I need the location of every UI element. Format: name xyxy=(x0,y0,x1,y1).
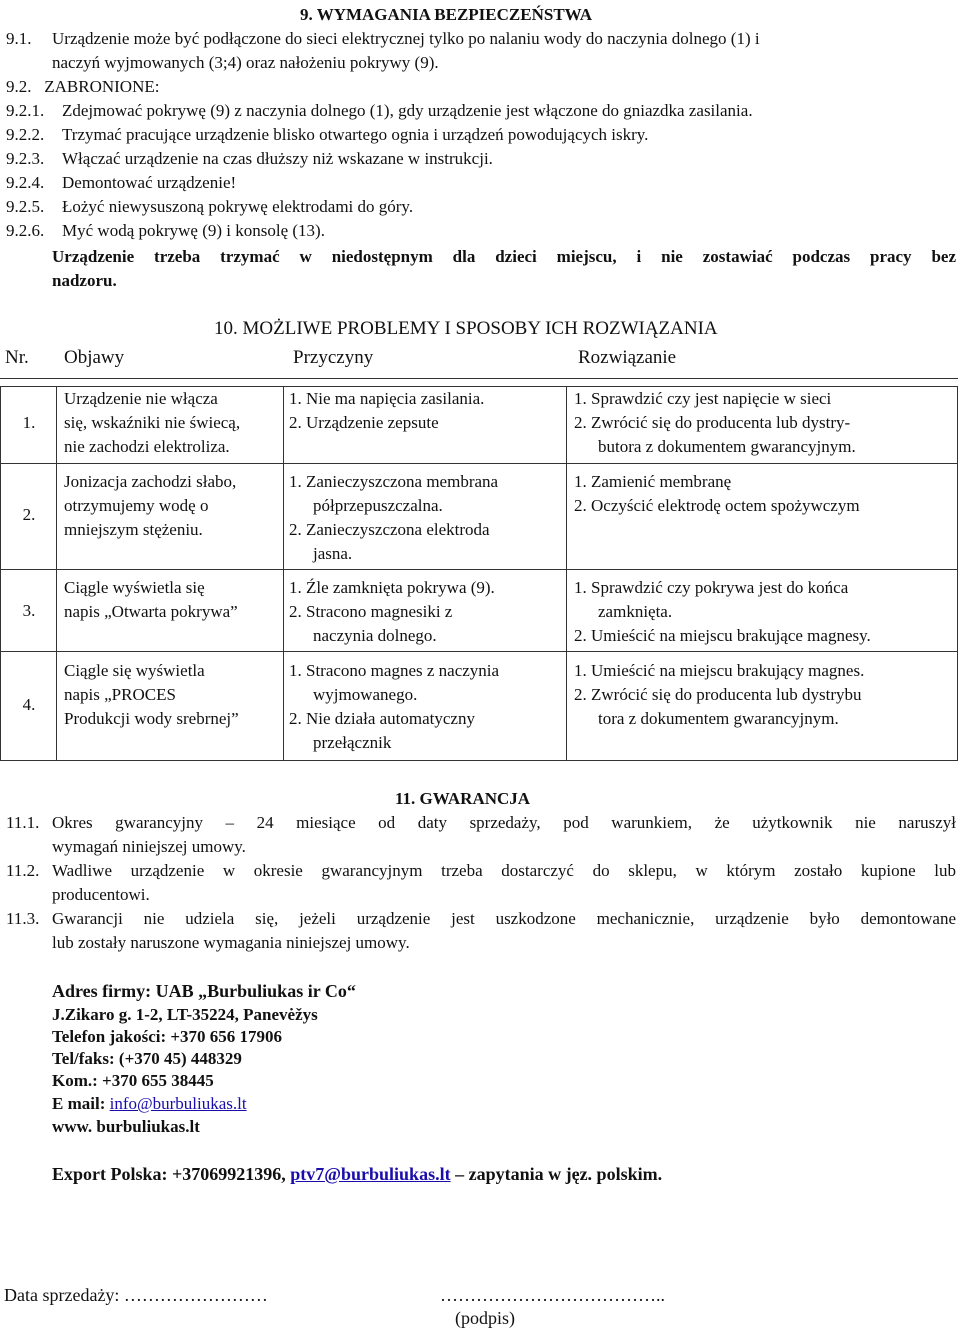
table-line xyxy=(566,386,567,760)
item-number: 9.1. xyxy=(6,29,32,48)
solution-line: tora z dokumentem gwarancyjnym. xyxy=(598,709,839,728)
section-10-title: 10. MOŻLIWE PROBLEMY I SPOSOBY ICH ROZWIĄZANIA xyxy=(214,318,718,339)
email-label: E mail: xyxy=(52,1094,110,1113)
item-9-1-cont: naczyń wyjmowanych (3;4) oraz nałożeniu pokrywy (9). xyxy=(52,53,439,72)
item-11-1 xyxy=(6,811,956,835)
item-number: 9.2.2. xyxy=(6,125,45,144)
item-text: Włączać urządzenie na czas dłuższy niż wskazane w instrukcji. xyxy=(62,149,493,168)
header-causes: Przyczyny xyxy=(293,347,374,368)
item-number: 9.2.6. xyxy=(6,221,45,240)
item-number: 11.1. xyxy=(6,813,40,832)
item-11-3-cont: lub zostały naruszone wymagania niniejszej umowy. xyxy=(52,933,410,952)
symptom-line: Urządzenie nie włącza xyxy=(64,389,218,408)
item-number: 9.2.5. xyxy=(6,197,45,216)
export-email-link[interactable]: ptv7@burbuliukas.lt xyxy=(290,1164,451,1184)
symptom-line: otrzymujemy wodę o xyxy=(64,496,209,515)
company-street: J.Zikaro g. 1-2, LT-35224, Panevėžys xyxy=(52,1005,318,1024)
warning-text: Urządzenie trzeba trzymać w niedostępnym dla dzieci miejscu, i nie zostawiać podczas pracy bez xyxy=(52,247,956,266)
cause-line: 2. Stracono magnesiki z xyxy=(289,602,453,621)
cause-line: przełącznik xyxy=(313,733,392,752)
symptom-line: się, wskaźniki nie świecą, xyxy=(64,413,241,432)
item-9-2-5 xyxy=(6,195,413,219)
signature-label: (podpis) xyxy=(455,1308,515,1328)
table-line xyxy=(957,386,958,760)
symptom-line: napis „Otwarta pokrywa” xyxy=(64,602,238,621)
cause-line: 2. Urządzenie zepsute xyxy=(289,413,439,432)
table-line xyxy=(56,386,57,760)
item-11-2 xyxy=(6,859,956,883)
cause-line: 1. Stracono magnes z naczynia xyxy=(289,661,500,680)
solution-line: 1. Sprawdzić czy jest napięcie w sieci xyxy=(574,389,832,408)
item-9-2-6 xyxy=(6,219,325,243)
item-text: Gwarancji nie udziela się, jeżeli urządzenie jest uszkodzone mechanicznie, urządzenie było demontowane xyxy=(52,909,956,928)
table-line xyxy=(283,386,284,760)
solution-line: 2. Zwrócić się do producenta lub dystry- xyxy=(574,413,851,432)
item-9-2-1 xyxy=(6,99,753,123)
table-line xyxy=(0,378,958,379)
row-number: 3. xyxy=(22,601,36,620)
warning-text-cont: nadzoru. xyxy=(52,271,117,290)
solution-line: 1. Zamienić membranę xyxy=(574,472,732,491)
symptom-line: Ciągle wyświetla się xyxy=(64,578,205,597)
symptom-line: Ciągle się wyświetla xyxy=(64,661,205,680)
section-11-title: 11. GWARANCJA xyxy=(395,789,531,808)
email-link[interactable]: info@burbuliukas.lt xyxy=(109,1094,247,1113)
company-www: www. burbuliukas.lt xyxy=(52,1117,200,1136)
table-line xyxy=(0,463,958,464)
solution-line: 2. Zwrócić się do producenta lub dystrybu xyxy=(574,685,862,704)
item-9-2-3 xyxy=(6,147,493,171)
item-text: Demontować urządzenie! xyxy=(62,173,237,192)
header-symptoms: Objawy xyxy=(64,347,125,368)
symptom-line: nie zachodzi elektroliza. xyxy=(64,437,230,456)
company-fax: Tel/faks: (+370 45) 448329 xyxy=(52,1049,242,1068)
solution-line: zamknięta. xyxy=(598,602,673,621)
item-9-1 xyxy=(6,27,956,51)
symptom-line: Jonizacja zachodzi słabo, xyxy=(64,472,237,491)
item-number: 11.3. xyxy=(6,909,40,928)
solution-line: 2. Oczyścić elektrodę octem spożywczym xyxy=(574,496,860,515)
section-9-title: 9. WYMAGANIA BEZPIECZEŃSTWA xyxy=(300,5,593,24)
item-9-2: 9.2. ZABRONIONE: xyxy=(6,77,160,96)
item-text: Łożyć niewysuszoną pokrywę elektrodami do góry. xyxy=(62,197,414,216)
cause-line: jasna. xyxy=(313,544,353,563)
signature-dots: ……………………………….. xyxy=(440,1285,665,1305)
item-9-2-2 xyxy=(6,123,648,147)
cause-line: 1. Źle zamknięta pokrywa (9). xyxy=(289,578,495,597)
item-text: Trzymać pracujące urządzenie blisko otwartego ognia i urządzeń powodujących iskry. xyxy=(62,125,649,144)
table-line xyxy=(0,386,1,760)
cause-line: 1. Zanieczyszczona membrana xyxy=(289,472,499,491)
company-email-line xyxy=(52,1092,247,1116)
solution-line: butora z dokumentem gwarancyjnym. xyxy=(598,437,856,456)
symptom-line: Produkcji wody srebrnej” xyxy=(64,709,239,728)
company-mobile: Kom.: +370 655 38445 xyxy=(52,1071,214,1090)
cause-line: wyjmowanego. xyxy=(313,685,418,704)
export-suffix: – zapytania w jęz. polskim. xyxy=(450,1164,663,1184)
item-11-1-cont: wymagań niniejszej umowy. xyxy=(52,837,246,856)
table-line xyxy=(0,651,958,652)
header-solution: Rozwiązanie xyxy=(578,347,677,368)
item-text: Myć wodą pokrywę (9) i konsolę (13). xyxy=(62,221,325,240)
item-number: 9.2.3. xyxy=(6,149,45,168)
symptom-line: napis „PROCES xyxy=(64,685,176,704)
row-number: 1. xyxy=(22,413,36,432)
cause-line: półprzepuszczalna. xyxy=(313,496,443,515)
item-text: Wadliwe urządzenie w okresie gwarancyjnym trzeba dostarczyć do sklepu, w którym zostało kupione lub xyxy=(52,861,956,880)
cause-line: naczynia dolnego. xyxy=(313,626,437,645)
table-line xyxy=(0,760,958,761)
company-quality-phone: Telefon jakości: +370 656 17906 xyxy=(52,1027,283,1046)
item-text: Urządzenie może być podłączone do sieci elektrycznej tylko po nalaniu wody do naczynia dolnego (1) i xyxy=(52,29,760,48)
item-number: 11.2. xyxy=(6,861,40,880)
row-number: 2. xyxy=(22,505,36,524)
solution-line: 1. Umieścić na miejscu brakujący magnes. xyxy=(574,661,865,680)
item-number: 9.2.4. xyxy=(6,173,45,192)
cause-line: 2. Nie działa automatyczny xyxy=(289,709,475,728)
solution-line: 2. Umieścić na miejscu brakujące magnesy. xyxy=(574,626,871,645)
sale-date: Data sprzedaży: …………………… xyxy=(4,1285,268,1305)
cause-line: 1. Nie ma napięcia zasilania. xyxy=(289,389,485,408)
item-text: Okres gwarancyjny – 24 miesiące od daty sprzedaży, pod warunkiem, że użytkownik nie naruszył xyxy=(52,813,956,832)
item-text: Zdejmować pokrywę (9) z naczynia dolnego (1), gdy urządzenie jest włączone do gniazdka zasilania. xyxy=(62,101,753,120)
export-line xyxy=(52,1162,662,1186)
solution-line: 1. Sprawdzić czy pokrywa jest do końca xyxy=(574,578,849,597)
item-number: 9.2.1. xyxy=(6,101,45,120)
item-9-2-4 xyxy=(6,171,236,195)
symptom-line: mniejszym stężeniu. xyxy=(64,520,203,539)
item-11-2-cont: producentowi. xyxy=(52,885,150,904)
export-label: Export Polska: +37069921396, xyxy=(52,1164,291,1184)
item-11-3 xyxy=(6,907,956,931)
row-number: 4. xyxy=(22,695,36,714)
table-line xyxy=(0,569,958,570)
header-nr: Nr. xyxy=(5,347,29,368)
cause-line: 2. Zanieczyszczona elektroda xyxy=(289,520,490,539)
company-address-title: Adres firmy: UAB „Burbuliukas ir Co“ xyxy=(52,981,356,1001)
